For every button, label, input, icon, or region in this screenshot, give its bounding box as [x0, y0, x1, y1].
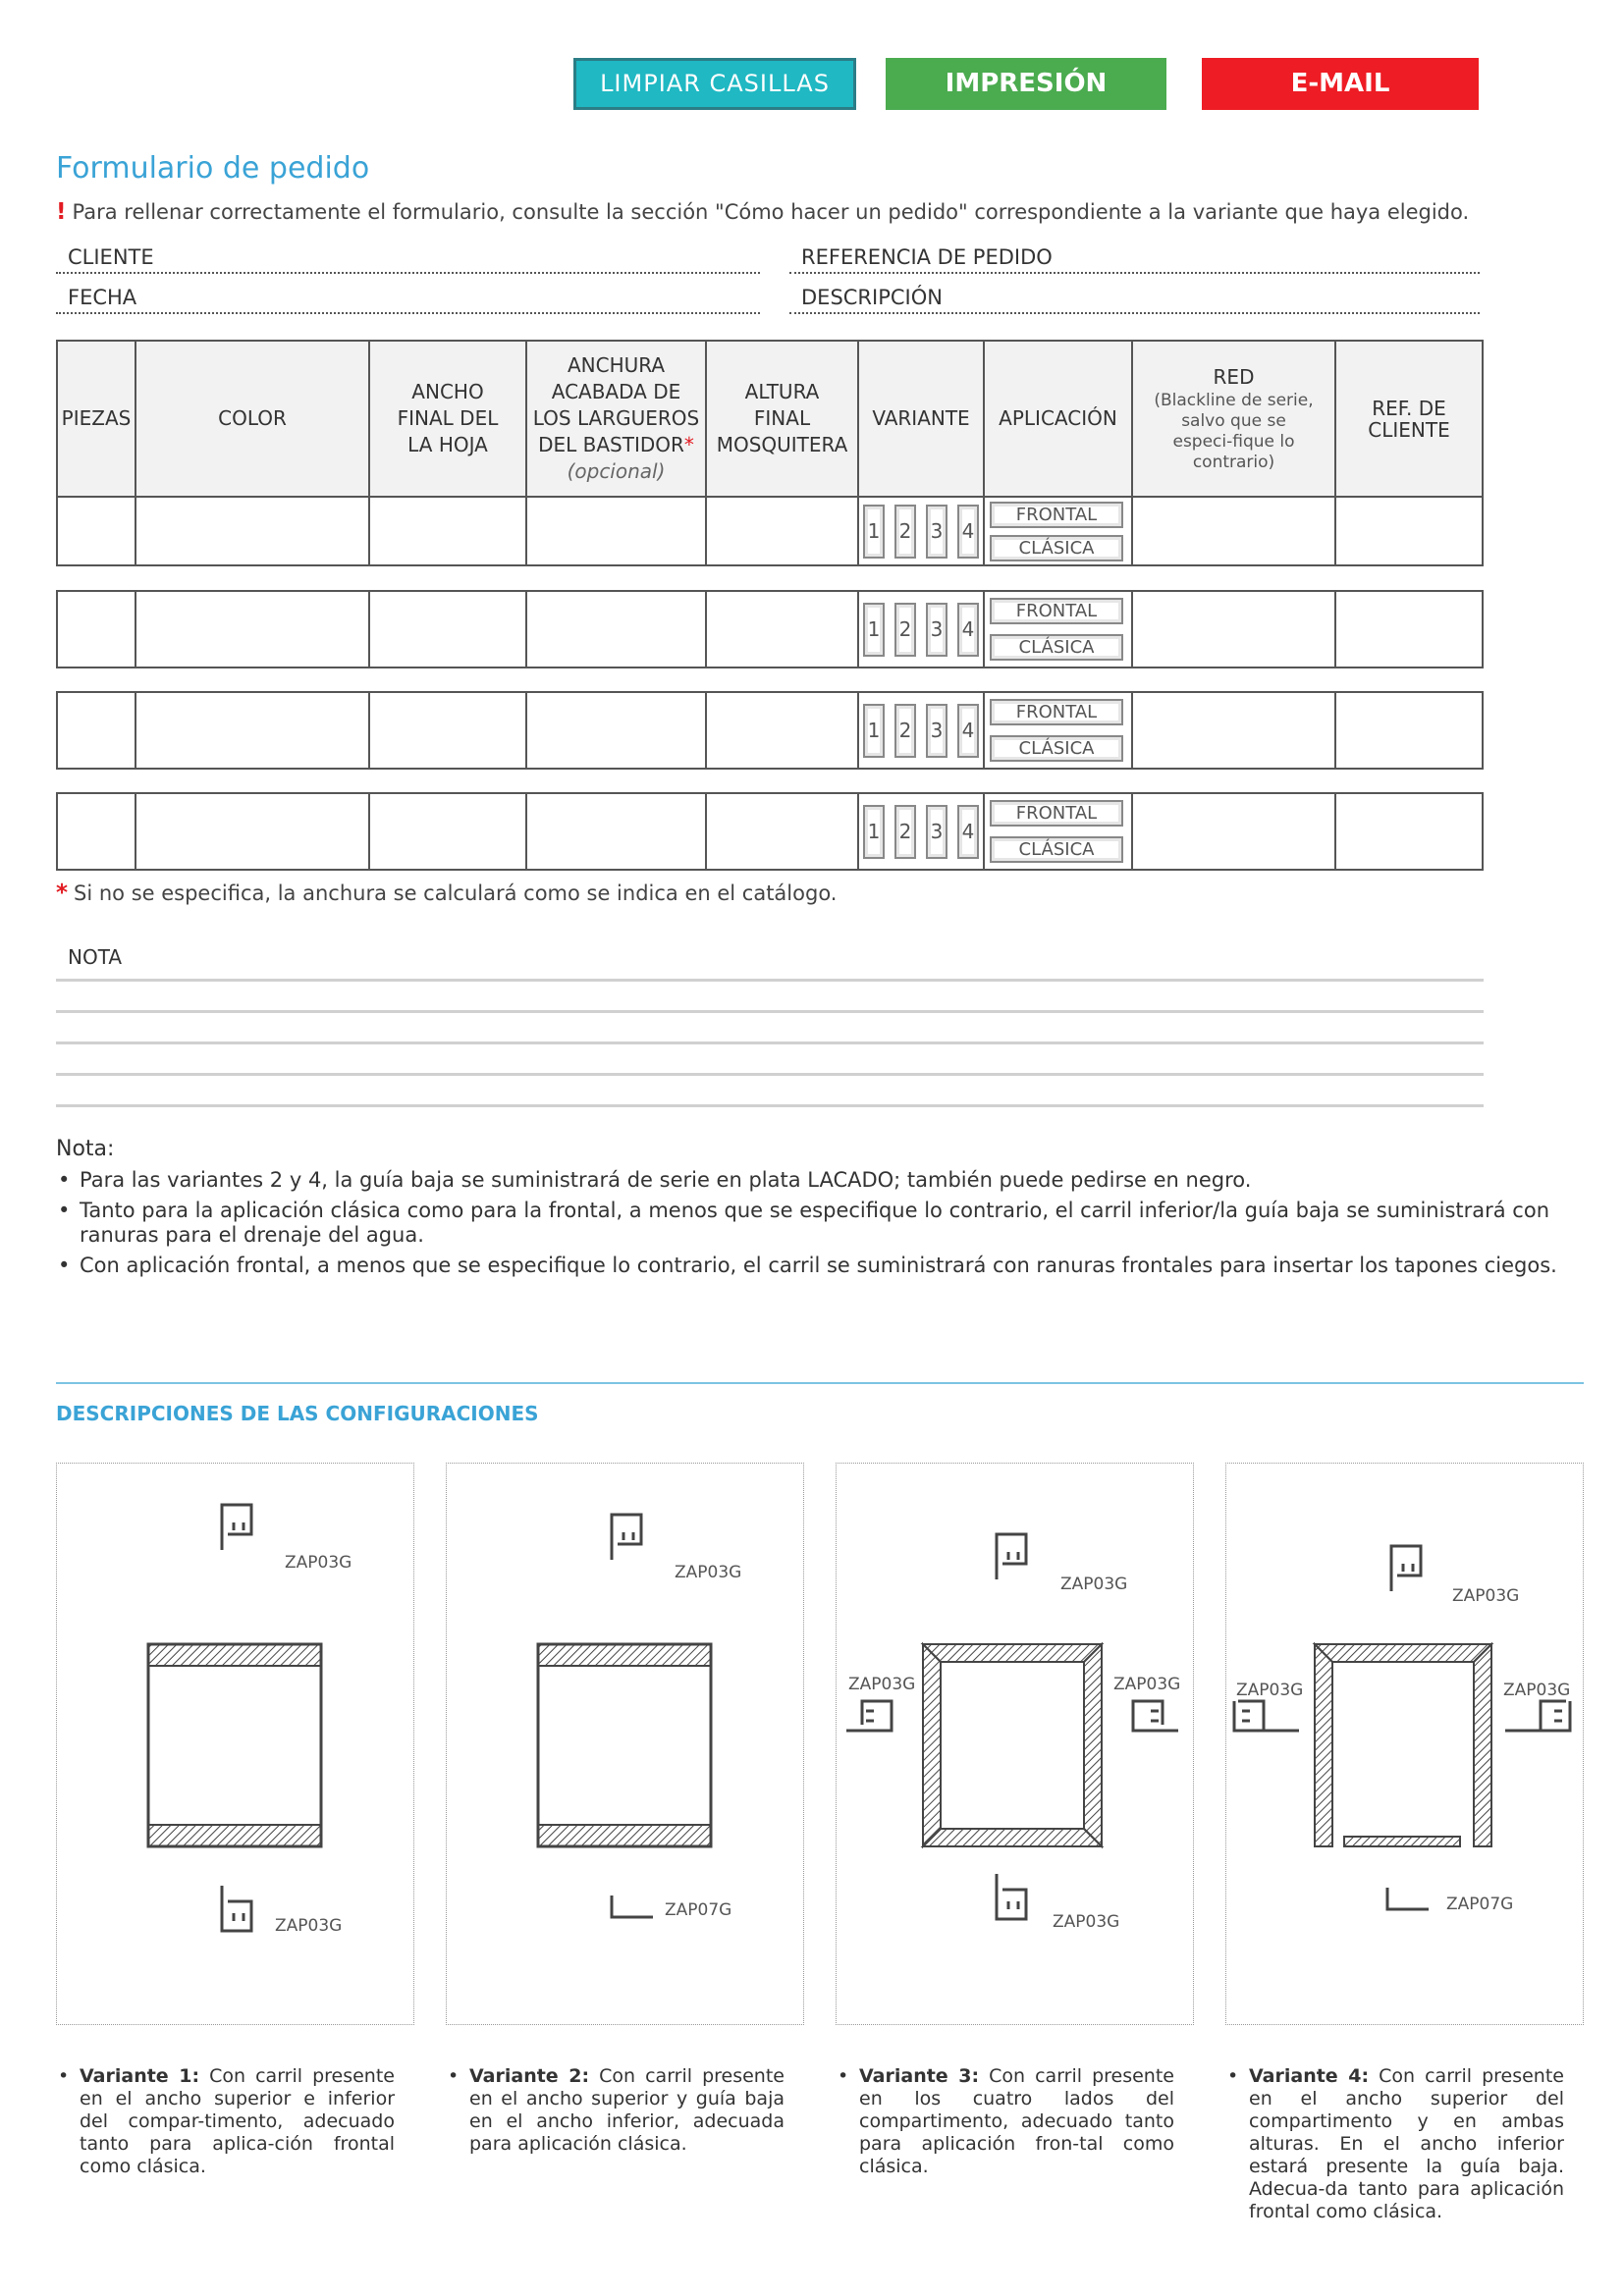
- fecha-field[interactable]: [56, 281, 760, 314]
- profile-left-icon: [1234, 1701, 1299, 1731]
- frame-outline: [538, 1644, 711, 1846]
- cell-variante: [859, 693, 985, 768]
- cell-altura[interactable]: [707, 498, 859, 564]
- instruction-text: [56, 199, 1469, 225]
- profile-label: ZAP03G: [1053, 1912, 1120, 1932]
- warning-icon: !: [56, 199, 67, 225]
- variant-option-2[interactable]: 2: [894, 603, 916, 657]
- cell-anchura[interactable]: [527, 794, 707, 869]
- nota-line[interactable]: [56, 1041, 1484, 1044]
- rail-top: [1315, 1644, 1491, 1662]
- cell-aplicacion: [985, 693, 1133, 768]
- variant-4-description: • Variante 4: Con carril presente en el ancho superior del compartimento y en ambas alturas. En el ancho inferior estará presente la guía baja. Adecua-da tanto para aplicación frontal como clásica.: [1225, 2065, 1564, 2223]
- variant-option-4[interactable]: 4: [957, 603, 979, 657]
- notes-list: [56, 1168, 1568, 1284]
- profile-label: ZAP03G: [1060, 1575, 1128, 1594]
- variant-2-diagram: [446, 1463, 804, 2025]
- cell-altura[interactable]: [707, 794, 859, 869]
- cell-color[interactable]: [136, 693, 370, 768]
- variant-option-2[interactable]: 2: [894, 505, 916, 559]
- application-option-frontal[interactable]: FRONTAL: [990, 598, 1123, 624]
- profile-label: ZAP03G: [285, 1553, 352, 1573]
- table-header: [56, 340, 1484, 498]
- rail-top: [148, 1644, 321, 1666]
- descripcion-label: DESCRIPCIÓN: [801, 286, 943, 309]
- guide-bottom-icon: [1387, 1888, 1429, 1909]
- cell-altura[interactable]: [707, 693, 859, 768]
- cell-red[interactable]: [1133, 592, 1336, 667]
- variant-3-description: • Variante 3: Con carril presente en los cuatro lados del compartimento, adecuado tanto para aplicación fron-tal como clásica.: [836, 2065, 1174, 2178]
- cell-piezas[interactable]: [58, 498, 136, 564]
- instruction-body: Para rellenar correctamente el formulario, consulte la sección "Cómo hacer un pedido" correspondiente a la variante que haya elegido.: [72, 200, 1470, 224]
- nota-line[interactable]: [56, 1073, 1484, 1076]
- rail-bottom: [538, 1825, 711, 1846]
- clear-fields-button[interactable]: LIMPIAR CASILLAS: [573, 58, 856, 110]
- application-option-clasica[interactable]: CLÁSICA: [990, 735, 1123, 762]
- note-item: • Con aplicación frontal, a menos que se especifique lo contrario, el carril se suministrará con ranuras frontales para insertar los tapones ciegos.: [56, 1254, 1568, 1278]
- variant-option-1[interactable]: 1: [863, 805, 885, 859]
- rail-left: [923, 1644, 941, 1846]
- descripcion-field[interactable]: [789, 281, 1480, 314]
- cell-aplicacion: [985, 794, 1133, 869]
- cell-ancho[interactable]: [370, 498, 527, 564]
- cell-anchura[interactable]: [527, 592, 707, 667]
- variant-4-diagram: [1225, 1463, 1584, 2025]
- profile-label: ZAP07G: [665, 1900, 732, 1920]
- cliente-field[interactable]: [56, 240, 760, 274]
- variant-1-diagram: [56, 1463, 414, 2025]
- variant-1-svg: [57, 1464, 415, 2026]
- header-ref: REF. DE CLIENTE: [1368, 396, 1450, 442]
- cell-color[interactable]: [136, 592, 370, 667]
- variant-option-1[interactable]: 1: [863, 704, 885, 758]
- header-altura: ALTURA FINAL MOSQUITERA: [707, 342, 859, 496]
- cell-color[interactable]: [136, 498, 370, 564]
- notes-title: Nota:: [56, 1137, 115, 1161]
- variant-option-1[interactable]: 1: [863, 505, 885, 559]
- table-row: [56, 792, 1484, 871]
- profile-label: ZAP03G: [848, 1675, 916, 1694]
- rail-bottom: [148, 1825, 321, 1846]
- profile-bottom-icon: [997, 1874, 1026, 1919]
- cell-ref[interactable]: [1336, 592, 1482, 667]
- section-divider: [56, 1382, 1584, 1384]
- profile-label: ZAP03G: [675, 1563, 742, 1582]
- profile-bottom-icon: [222, 1886, 251, 1931]
- variant-option-3[interactable]: 3: [926, 704, 947, 758]
- note-item: • Tanto para la aplicación clásica como para la frontal, a menos que se especifique lo contrario, el carril inferior/la guía baja se suministrará con ranuras para el drenaje del agua.: [56, 1199, 1568, 1248]
- nota-line[interactable]: [56, 979, 1484, 982]
- rail-top: [923, 1644, 1102, 1662]
- variant-3-diagram: [836, 1463, 1194, 2025]
- email-button[interactable]: E-MAIL: [1202, 58, 1479, 110]
- cell-ancho[interactable]: [370, 592, 527, 667]
- cell-red[interactable]: [1133, 693, 1336, 768]
- application-option-frontal[interactable]: FRONTAL: [990, 800, 1123, 827]
- profile-label: ZAP07G: [1446, 1895, 1514, 1914]
- rail-left: [1315, 1644, 1332, 1846]
- application-option-clasica[interactable]: CLÁSICA: [990, 836, 1123, 863]
- table-row: [56, 590, 1484, 668]
- cell-variante: [859, 498, 985, 564]
- cell-anchura[interactable]: [527, 693, 707, 768]
- profile-label: ZAP03G: [1452, 1586, 1520, 1606]
- cliente-label: CLIENTE: [68, 245, 154, 269]
- frame-outline: [148, 1644, 321, 1846]
- table-row: [56, 691, 1484, 770]
- cell-ancho[interactable]: [370, 693, 527, 768]
- cell-ref[interactable]: [1336, 693, 1482, 768]
- cell-ancho[interactable]: [370, 794, 527, 869]
- variant-1-description: • Variante 1: Con carril presente en el ancho superior e inferior del compar-timento, adecuado tanto para aplica-ción frontal como clásica.: [56, 2065, 395, 2178]
- header-piezas: PIEZAS: [58, 342, 136, 496]
- configurations-title: DESCRIPCIONES DE LAS CONFIGURACIONES: [56, 1402, 539, 1425]
- referencia-field[interactable]: [789, 240, 1480, 274]
- header-variante: VARIANTE: [859, 342, 985, 496]
- order-table: [56, 340, 1484, 860]
- cell-piezas[interactable]: [58, 794, 136, 869]
- rail-bottom: [923, 1829, 1102, 1846]
- profile-label: ZAP03G: [1236, 1681, 1304, 1700]
- application-option-clasica[interactable]: CLÁSICA: [990, 634, 1123, 661]
- print-button[interactable]: IMPRESIÓN: [886, 58, 1166, 110]
- header-ancho: ANCHO FINAL DEL LA HOJA: [370, 342, 527, 496]
- variant-option-2[interactable]: 2: [894, 704, 916, 758]
- rail-right: [1084, 1644, 1102, 1846]
- profile-top-icon: [997, 1534, 1026, 1579]
- rail-right: [1474, 1644, 1491, 1846]
- profile-top-icon: [222, 1505, 251, 1550]
- cell-color[interactable]: [136, 794, 370, 869]
- table-row: [56, 496, 1484, 566]
- guide-bottom-icon: [612, 1896, 653, 1917]
- guide-bottom: [1344, 1837, 1460, 1846]
- cell-altura[interactable]: [707, 592, 859, 667]
- variant-option-3[interactable]: 3: [926, 505, 947, 559]
- form-title: Formulario de pedido: [56, 151, 370, 186]
- profile-right-icon: [1133, 1701, 1178, 1731]
- nota-line[interactable]: [56, 1104, 1484, 1107]
- variant-option-4[interactable]: 4: [957, 505, 979, 559]
- profile-label: ZAP03G: [1503, 1681, 1571, 1700]
- profile-label: ZAP03G: [1113, 1675, 1181, 1694]
- cell-piezas[interactable]: [58, 592, 136, 667]
- note-item: • Para las variantes 2 y 4, la guía baja se suministrará de serie en plata LACADO; también puede pedirse en negro.: [56, 1168, 1568, 1193]
- cell-red[interactable]: [1133, 498, 1336, 564]
- profile-top-icon: [1391, 1546, 1421, 1591]
- cell-aplicacion: [985, 592, 1133, 667]
- variant-3-svg: [837, 1464, 1195, 2026]
- profile-left-icon: [846, 1701, 892, 1731]
- fecha-label: FECHA: [68, 286, 137, 309]
- variant-option-3[interactable]: 3: [926, 603, 947, 657]
- cell-red[interactable]: [1133, 794, 1336, 869]
- footnote: * Si no se especifica, la anchura se calculará como se indica en el catálogo.: [56, 881, 838, 906]
- profile-label: ZAP03G: [275, 1916, 343, 1936]
- variant-option-1[interactable]: 1: [863, 603, 885, 657]
- header-red: RED (Blackline de serie, salvo que se especi-fique lo contrario): [1133, 342, 1336, 496]
- header-aplicacion: APLICACIÓN: [985, 342, 1133, 496]
- header-color: COLOR: [136, 342, 370, 496]
- nota-label: NOTA: [68, 945, 123, 969]
- variant-2-description: • Variante 2: Con carril presente en el ancho superior y guía baja en el ancho inferior, adecuada para aplicación clásica.: [446, 2065, 785, 2156]
- cell-aplicacion: [985, 498, 1133, 564]
- variant-option-4[interactable]: 4: [957, 805, 979, 859]
- profile-top-icon: [612, 1515, 641, 1560]
- cell-ref[interactable]: [1336, 794, 1482, 869]
- rail-top: [538, 1644, 711, 1666]
- variant-4-svg: [1226, 1464, 1585, 2026]
- header-anchura: ANCHURA ACABADA DE LOS LARGUEROS DEL BASTIDOR* (opcional): [527, 342, 707, 496]
- application-option-clasica[interactable]: CLÁSICA: [990, 535, 1123, 561]
- nota-line[interactable]: [56, 1010, 1484, 1013]
- profile-right-icon: [1505, 1701, 1570, 1731]
- variant-option-2[interactable]: 2: [894, 805, 916, 859]
- application-option-frontal[interactable]: FRONTAL: [990, 699, 1123, 725]
- variant-option-3[interactable]: 3: [926, 805, 947, 859]
- application-option-frontal[interactable]: FRONTAL: [990, 502, 1123, 528]
- cell-variante: [859, 794, 985, 869]
- variant-option-4[interactable]: 4: [957, 704, 979, 758]
- cell-variante: [859, 592, 985, 667]
- cell-piezas[interactable]: [58, 693, 136, 768]
- referencia-label: REFERENCIA DE PEDIDO: [801, 245, 1053, 269]
- cell-anchura[interactable]: [527, 498, 707, 564]
- cell-ref[interactable]: [1336, 498, 1482, 564]
- variant-2-svg: [447, 1464, 805, 2026]
